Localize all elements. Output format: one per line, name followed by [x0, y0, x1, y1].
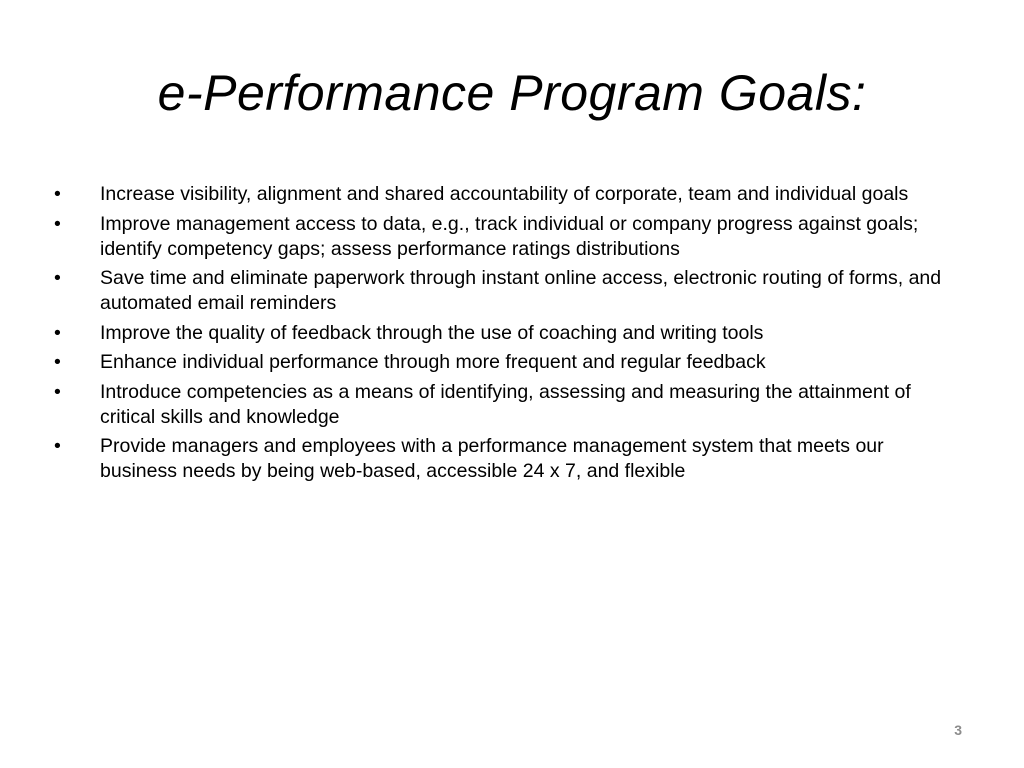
- goal-item: [54, 266, 954, 316]
- goal-item: [54, 321, 954, 346]
- goal-item: [54, 380, 954, 430]
- goal-item: [54, 434, 954, 484]
- goal-item: [54, 212, 954, 262]
- bullet-icon: •: [54, 435, 61, 457]
- page-number: 3: [954, 722, 962, 738]
- goal-text: Save time and eliminate paperwork through instant online access, electronic routing of forms, and automated email reminders: [100, 267, 942, 314]
- bullet-icon: •: [54, 212, 61, 235]
- bullet-icon: •: [54, 321, 61, 344]
- slide-title: e-Performance Program Goals:: [157, 65, 867, 121]
- bullet-icon: •: [54, 380, 61, 403]
- goal-text: Improve the quality of feedback through the use of coaching and writing tools: [100, 321, 764, 344]
- bullet-icon: •: [54, 267, 61, 289]
- goal-text: Increase visibility, alignment and shared accountability of corporate, team and individual goals: [100, 183, 909, 205]
- goal-text: Improve management access to data, e.g., track individual or company progress against goals; identify competency gaps; assess performance ratings distributions: [100, 212, 919, 260]
- bullet-icon: •: [54, 183, 61, 205]
- goal-text: Introduce competencies as a means of identifying, assessing and measuring the attainment of critical skills and knowledge: [100, 380, 911, 428]
- bullet-icon: •: [54, 351, 61, 373]
- goal-item: [54, 350, 954, 375]
- goal-text: Provide managers and employees with a performance management system that meets our business needs by being web-based, accessible 24 x 7, and flexible: [100, 435, 884, 482]
- goal-item: [54, 182, 954, 207]
- goals-list: [54, 182, 954, 489]
- goal-text: Enhance individual performance through more frequent and regular feedback: [100, 351, 766, 373]
